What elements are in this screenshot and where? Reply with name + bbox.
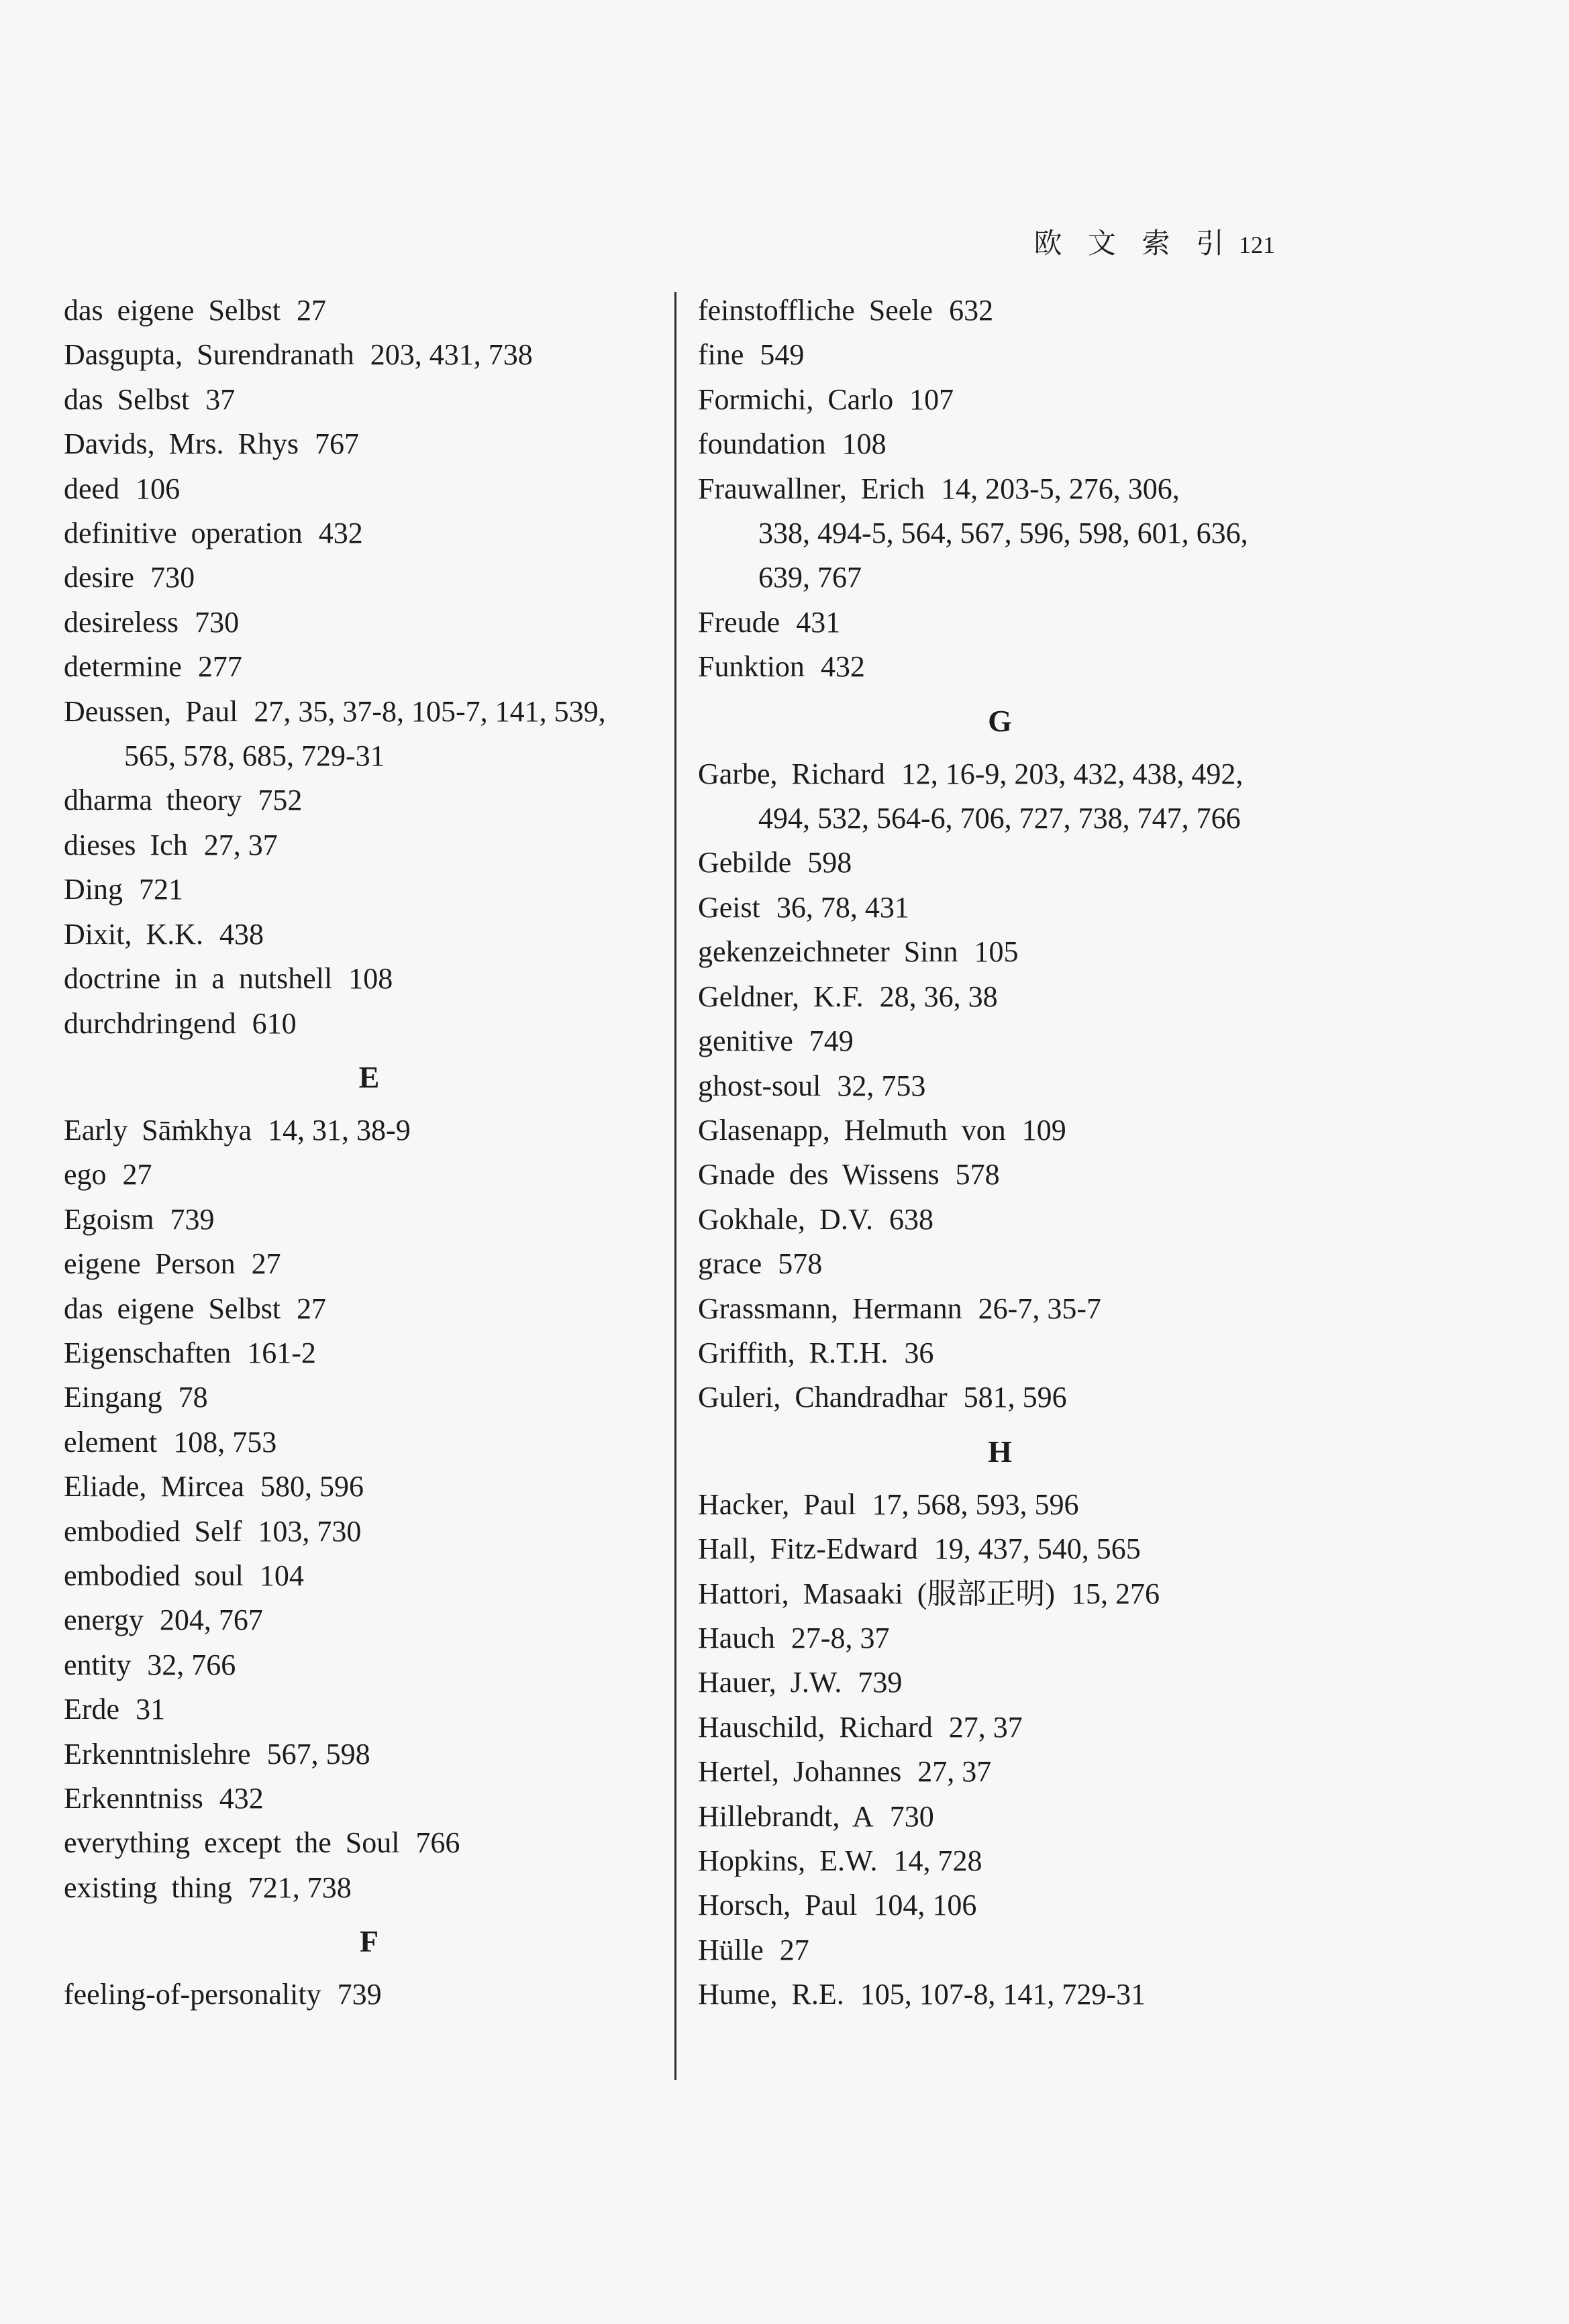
index-entry: [698, 1527, 1302, 1571]
page-refs: 204, 767: [159, 1603, 263, 1637]
index-term: Early Sāṁkhya: [64, 1113, 252, 1147]
index-entry: [698, 1108, 1302, 1153]
page-refs: 109: [1021, 1113, 1066, 1147]
index-entry: [64, 957, 674, 1001]
index-entry: [64, 1687, 674, 1732]
right-column: [698, 288, 1302, 2017]
page-refs-continued: 494, 532, 564-6, 706, 727, 738, 747, 766: [758, 802, 1241, 835]
index-term: embodied soul: [64, 1559, 244, 1592]
page-refs: 14, 728: [893, 1844, 982, 1877]
index-term: desireless: [64, 605, 179, 639]
page-refs: 578: [955, 1158, 1000, 1192]
section-letter-f: F: [359, 1924, 379, 1959]
page-refs: 730: [889, 1799, 934, 1833]
index-term: Dasgupta, Surendranath: [64, 338, 354, 372]
index-entry: [64, 1420, 674, 1465]
index-term: Hauer, J.W.: [698, 1666, 842, 1699]
index-entry: [64, 1732, 674, 1777]
index-term: Deussen, Paul: [64, 694, 238, 728]
index-entry: [64, 1777, 674, 1821]
index-term: desire: [64, 561, 135, 594]
page-refs: 17, 568, 593, 596: [872, 1487, 1079, 1521]
index-term: das eigene Selbst: [64, 294, 281, 327]
header-title: 欧 文 索 引: [1033, 229, 1233, 260]
page-refs: 766: [415, 1826, 460, 1860]
index-block: [698, 752, 1302, 1420]
index-entry: [64, 778, 674, 823]
index-term: element: [64, 1425, 158, 1459]
page-refs: 610: [252, 1006, 297, 1040]
index-entry: [64, 1331, 674, 1375]
index-entry: [64, 690, 674, 779]
page-refs: 739: [858, 1666, 903, 1699]
index-entry: [698, 752, 1302, 841]
index-term: energy: [64, 1603, 144, 1637]
page-refs: 78: [178, 1381, 208, 1414]
index-entry: [64, 333, 674, 377]
index-term: deed: [64, 472, 120, 505]
index-entry: [64, 467, 674, 511]
index-term: Glasenapp, Helmuth von: [698, 1113, 1006, 1147]
page-refs: 549: [760, 338, 805, 372]
index-term: grace: [698, 1247, 762, 1281]
index-term: entity: [64, 1648, 132, 1681]
section-letter-g: G: [988, 703, 1012, 738]
index-term: determine: [64, 650, 182, 684]
index-term: Ding: [64, 873, 123, 906]
index-term: Eingang: [64, 1381, 162, 1414]
page-refs: 27-8, 37: [791, 1621, 890, 1654]
page-refs: 32, 766: [147, 1648, 236, 1681]
page-refs: 104: [259, 1559, 304, 1592]
index-entry: [64, 823, 674, 867]
index-term: Erkenntniss: [64, 1782, 203, 1815]
index-entry: [698, 1750, 1302, 1794]
index-term: Davids, Mrs. Rhys: [64, 427, 299, 461]
index-term: Hacker, Paul: [698, 1487, 856, 1521]
index-entry: [698, 1928, 1302, 1972]
index-term: Geldner, K.F.: [698, 980, 864, 1013]
page-refs: 12, 16-9, 203, 432, 438, 492,: [901, 757, 1244, 790]
index-entry: [698, 841, 1302, 885]
index-entry: [698, 600, 1302, 645]
page-refs: 730: [150, 561, 195, 594]
index-entry: [698, 975, 1302, 1019]
page-refs: 26-7, 35-7: [978, 1291, 1101, 1325]
page-refs-continued: 338, 494-5, 564, 567, 596, 598, 601, 636,: [758, 517, 1248, 550]
index-block: [64, 1108, 674, 1910]
index-entry: [64, 1375, 674, 1420]
index-term: genitive: [698, 1024, 793, 1058]
index-term: Frauwallner, Erich: [698, 472, 925, 505]
index-entry: [698, 886, 1302, 930]
index-term: doctrine in a nutshell: [64, 962, 333, 996]
index-entry: [64, 422, 674, 466]
page-refs: 632: [949, 294, 994, 327]
index-entry: [64, 511, 674, 556]
index-term: Funktion: [698, 650, 805, 684]
index-entry: [64, 1287, 674, 1331]
index-term: das Selbst: [64, 382, 190, 416]
index-term: dharma theory: [64, 784, 242, 817]
index-entry: [698, 1572, 1302, 1616]
index-entry: [64, 1002, 674, 1046]
index-term: foundation: [698, 427, 826, 461]
page-refs: 105: [974, 935, 1019, 969]
page-refs: 277: [197, 650, 242, 684]
page-refs: 721: [139, 873, 183, 906]
page-refs: 598: [807, 846, 852, 880]
index-entry: [64, 288, 674, 333]
page-refs: 31: [136, 1693, 166, 1726]
page-refs: 107: [909, 382, 954, 416]
page-refs: 27, 37: [917, 1755, 992, 1789]
index-term: definitive operation: [64, 517, 303, 550]
index-entry: [64, 378, 674, 422]
index-term: Eigenschaften: [64, 1336, 232, 1369]
page-refs: 19, 437, 540, 565: [933, 1532, 1141, 1566]
index-entry: [64, 1598, 674, 1642]
page-refs: 28, 36, 38: [879, 980, 998, 1013]
index-entry: [64, 1554, 674, 1598]
index-entry: [64, 1465, 674, 1509]
running-header: [1033, 221, 1275, 262]
index-entry: [64, 1242, 674, 1286]
page-refs: 638: [889, 1202, 933, 1236]
index-entry: [698, 1331, 1302, 1375]
index-term: Gebilde: [698, 846, 792, 880]
page-refs: 721, 738: [248, 1870, 352, 1904]
page-refs: 27, 35, 37-8, 105-7, 141, 539,: [254, 694, 606, 728]
page-refs: 739: [170, 1202, 215, 1236]
page-refs: 27: [251, 1247, 281, 1281]
page-refs: 27: [779, 1933, 809, 1966]
page-refs: 103, 730: [258, 1514, 362, 1548]
index-term: existing thing: [64, 1870, 232, 1904]
index-entry: [698, 1242, 1302, 1286]
index-term: das eigene Selbst: [64, 1291, 281, 1325]
page-refs: 432: [219, 1782, 264, 1815]
index-term: Hülle: [698, 1933, 764, 1966]
index-term: Hauch: [698, 1621, 775, 1654]
page-refs: 432: [318, 517, 363, 550]
index-term: Erde: [64, 1693, 120, 1726]
index-term: Hopkins, E.W.: [698, 1844, 878, 1877]
index-term: Formichi, Carlo: [698, 382, 894, 416]
page-refs: 108, 753: [173, 1425, 277, 1459]
index-entry: [698, 1795, 1302, 1839]
index-block: [64, 1972, 674, 2017]
page-refs: 106: [136, 472, 181, 505]
index-term: feinstoffliche Seele: [698, 294, 933, 327]
index-term: durchdringend: [64, 1006, 236, 1040]
index-entry: [698, 1287, 1302, 1331]
index-entry: [698, 1153, 1302, 1197]
page-refs: 752: [258, 784, 303, 817]
page-refs-continued: 639, 767: [758, 561, 862, 594]
index-entry: [64, 600, 674, 645]
page-refs: 730: [195, 605, 240, 639]
index-term: gekenzeichneter Sinn: [698, 935, 958, 969]
page-refs: 108: [842, 427, 887, 461]
page-refs: 104, 106: [873, 1889, 977, 1922]
index-term: Freude: [698, 605, 780, 639]
index-entry: [698, 1972, 1302, 2017]
index-term: ghost-soul: [698, 1069, 821, 1102]
index-block: [64, 288, 674, 1046]
index-entry: [698, 1616, 1302, 1660]
page-refs: 14, 203-5, 276, 306,: [941, 472, 1180, 505]
index-entry: [698, 288, 1302, 333]
index-term: eigene Person: [64, 1247, 236, 1281]
page-refs: 567, 598: [266, 1737, 370, 1771]
index-block: [698, 288, 1302, 690]
index-entry: [698, 333, 1302, 377]
page-refs: 578: [778, 1247, 823, 1281]
index-entry: [698, 1198, 1302, 1242]
index-entry: [698, 930, 1302, 974]
index-term: dieses Ich: [64, 828, 188, 861]
index-term: Gokhale, D.V.: [698, 1202, 873, 1236]
index-entry: [698, 1019, 1302, 1063]
page-refs: 438: [219, 917, 264, 951]
page-refs: 37: [205, 382, 236, 416]
index-term: fine: [698, 338, 744, 372]
index-term: Hattori, Masaaki (服部正明): [698, 1577, 1055, 1610]
index-entry: [64, 912, 674, 957]
page-refs: 581, 596: [963, 1381, 1067, 1414]
page-refs: 108: [348, 962, 393, 996]
page-refs: 27, 37: [948, 1710, 1023, 1744]
index-term: Dixit, K.K.: [64, 917, 203, 951]
page-number: 121: [1239, 231, 1275, 258]
index-term: Eliade, Mircea: [64, 1470, 244, 1503]
index-entry: [64, 1108, 674, 1153]
page-refs: 36: [904, 1336, 934, 1369]
index-entry: [64, 556, 674, 600]
page-refs: 431: [796, 605, 841, 639]
index-term: Hauschild, Richard: [698, 1710, 933, 1744]
index-entry: [698, 1883, 1302, 1927]
section-letter-h: H: [988, 1434, 1012, 1469]
index-entry: [698, 645, 1302, 689]
index-entry: [698, 467, 1302, 600]
index-term: Geist: [698, 890, 760, 924]
index-entry: [64, 1198, 674, 1242]
index-term: Egoism: [64, 1202, 154, 1236]
index-term: ego: [64, 1158, 107, 1192]
index-entry: [698, 1705, 1302, 1750]
page-refs: 27: [122, 1158, 152, 1192]
index-term: Garbe, Richard: [698, 757, 885, 790]
index-entry: [698, 1375, 1302, 1420]
page-refs: 27: [297, 1291, 327, 1325]
page-refs: 14, 31, 38-9: [268, 1113, 411, 1147]
page-refs-continued: 565, 578, 685, 729-31: [124, 739, 385, 773]
index-term: Guleri, Chandradhar: [698, 1381, 948, 1414]
index-entry: [64, 645, 674, 689]
index-entry: [64, 1510, 674, 1554]
page-refs: 580, 596: [260, 1470, 364, 1503]
index-term: Gnade des Wissens: [698, 1158, 940, 1192]
index-entry: [698, 378, 1302, 422]
index-entry: [698, 422, 1302, 466]
page-refs: 739: [337, 1978, 382, 2011]
page-refs: 32, 753: [837, 1069, 926, 1102]
index-entry: [64, 1866, 674, 1910]
index-term: Erkenntnislehre: [64, 1737, 251, 1771]
page-refs: 105, 107-8, 141, 729-31: [860, 1978, 1146, 2011]
index-term: Hillebrandt, A: [698, 1799, 874, 1833]
index-term: Hertel, Johannes: [698, 1755, 902, 1789]
section-letter-e: E: [358, 1059, 380, 1094]
index-entry: [64, 1972, 674, 2017]
index-block: [698, 1483, 1302, 2017]
index-term: everything except the Soul: [64, 1826, 400, 1860]
page-refs: 36, 78, 431: [776, 890, 909, 924]
page-refs: 15, 276: [1071, 1577, 1160, 1610]
index-entry: [698, 1483, 1302, 1527]
index-term: Grassmann, Hermann: [698, 1291, 962, 1325]
page-refs: 27: [297, 294, 327, 327]
index-entry: [698, 1660, 1302, 1705]
index-entry: [64, 1821, 674, 1865]
index-entry: [64, 1643, 674, 1687]
index-term: Griffith, R.T.H.: [698, 1336, 889, 1369]
index-entry: [64, 1153, 674, 1197]
index-term: Hume, R.E.: [698, 1978, 844, 2011]
index-entry: [64, 867, 674, 912]
page-refs: 161-2: [247, 1336, 316, 1369]
page-refs: 27, 37: [203, 828, 278, 861]
page-refs: 749: [809, 1024, 854, 1058]
index-term: Horsch, Paul: [698, 1889, 858, 1922]
left-column: [64, 288, 674, 2017]
index-term: feeling-of-personality: [64, 1978, 321, 2011]
index-term: embodied Self: [64, 1514, 242, 1548]
index-term: Hall, Fitz-Edward: [698, 1532, 918, 1566]
page-refs: 203, 431, 738: [370, 338, 533, 372]
index-entry: [698, 1064, 1302, 1108]
page-refs: 767: [315, 427, 360, 461]
index-entry: [698, 1839, 1302, 1883]
column-divider: [674, 292, 676, 2080]
page-refs: 432: [820, 650, 865, 684]
